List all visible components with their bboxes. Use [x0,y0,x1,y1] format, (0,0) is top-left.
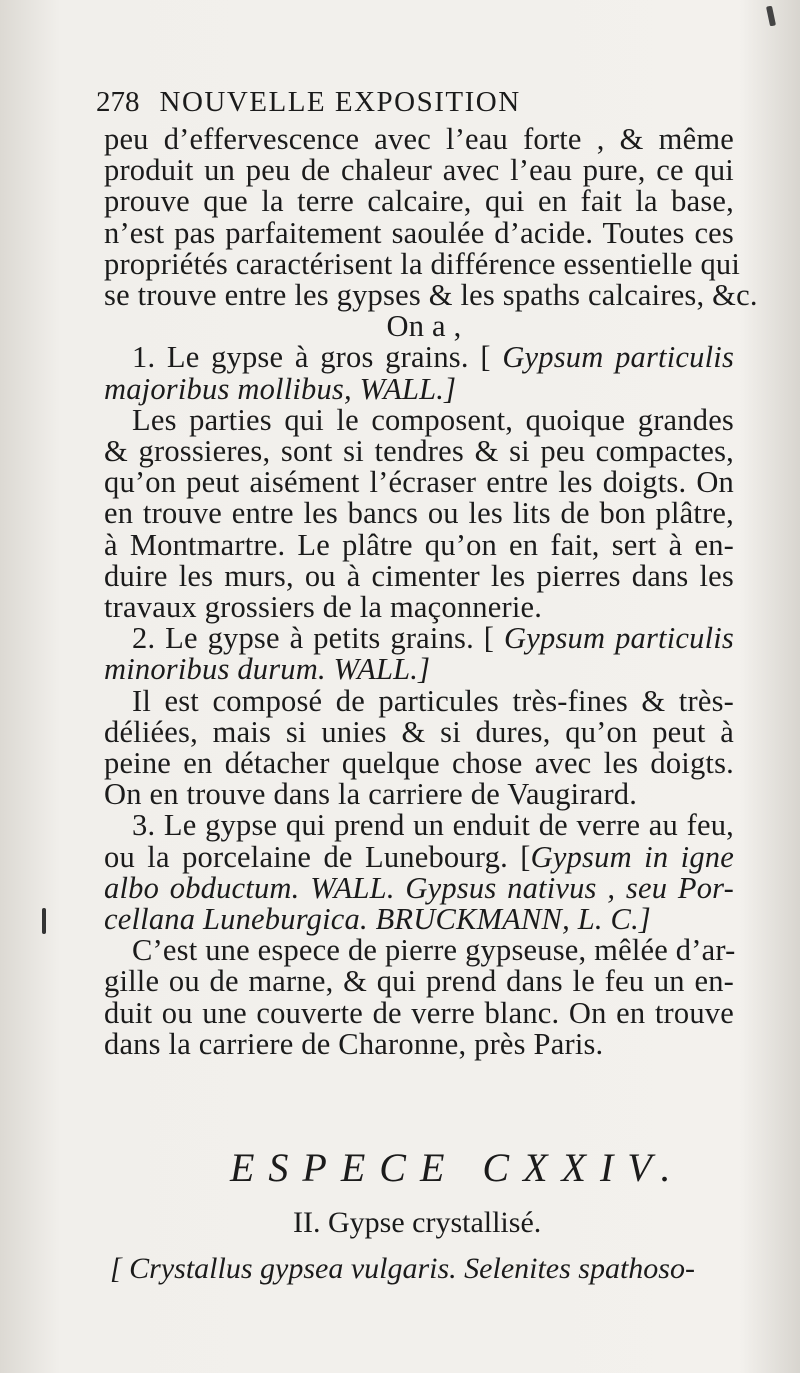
text-line: déliées, mais si unies & si dures, qu’on peut à [104,714,734,749]
item-2-latin: Gypsum particulis [504,621,734,656]
item-3-line-3: albo obductum. WALL. Gypsus nativus , seu Por- [104,870,734,905]
text-line: produit un peu de chaleur avec l’eau pure, ce qui [104,153,734,188]
running-title: NOUVELLE EXPOSITION [159,86,521,118]
item-1-latin-2: majoribus mollibus [104,371,345,406]
text-line: à Montmartre. Le plâtre qu’on en fait, sert à en- [104,527,734,562]
page-corner-mark [766,6,776,27]
text-line: qu’on peut aisément l’écraser entre les doigts. On [104,465,734,500]
page-number: 278 [96,86,140,118]
margin-mark [42,908,46,934]
item-2-heading [104,623,734,654]
text-line: se trouve entre les gypses & les spaths calcaires, &c. [104,278,758,313]
text-line: gille ou de marne, & qui prend dans le feu un en- [104,964,734,999]
body-text [104,122,758,1061]
text-line: duire les murs, ou à cimenter les pierres dans les [104,558,734,593]
item-1-author: , WALL.] [344,371,457,406]
text-line: Il est composé de particules très-fines & très- [132,683,734,718]
text-line: On en trouve dans la carriere de Vaugirard. [104,777,638,812]
text-line: dans la carriere de Charonne, près Paris. [104,1026,604,1061]
text-line: travaux grossiers de la maçonnerie. [104,590,543,625]
item-3-latin: Gypsum in igne [530,839,734,874]
text-line: duit ou une couverte de verre blanc. On en trouve [104,995,734,1030]
last-line: [ Crystallus gypsea vulgaris. Selenites spathoso- [110,1252,695,1285]
section-heading: ESPECE CXXIV. [230,1145,685,1190]
text-line: en trouve entre les bancs ou les lits de bon plâtre, [104,496,734,531]
running-header [96,86,616,119]
item-1-latin: Gypsum particulis [502,340,735,375]
item-3-line-2 [104,839,734,874]
item-1-lead: 1. Le gypse à gros grains. [ [132,340,491,375]
text-line: peine en détacher quelque chose avec les doigts. [104,746,734,781]
item-2-latin-cont: minoribus durum. WALL.] [104,652,431,687]
item-3-text: ou la porcelaine de Lunebourg. [ [104,839,531,874]
item-1-latin-cont [104,371,734,406]
text-line: C’est une espece de pierre gypseuse, mêlée d’ar- [132,933,736,968]
text-line: prouve que la terre calcaire, qui en fait la base, [104,184,734,219]
item-3-line-4: cellana Luneburgica. BRUCKMANN, L. C.] [104,902,651,937]
on-a-heading: On a , [386,309,462,344]
text-line: propriétés caractérisent la différence essentielle qui [104,246,741,281]
text-line: Les parties qui le composent, quoique grandes [132,402,734,437]
text-line: peu d’effervescence avec l’eau forte , & même [104,122,734,156]
item-3-heading: 3. Le gypse qui prend un enduit de verre au feu, [132,808,734,843]
text-line: n’est pas parfaitement saoulée d’acide. Toutes ces [104,215,734,250]
item-1-heading [104,342,734,373]
text-line: & grossieres, sont si tendres & si peu compactes, [104,434,734,469]
section-subtitle: II. Gypse crystallisé. [293,1206,542,1239]
item-2-lead: 2. Le gypse à petits grains. [ [132,621,495,656]
